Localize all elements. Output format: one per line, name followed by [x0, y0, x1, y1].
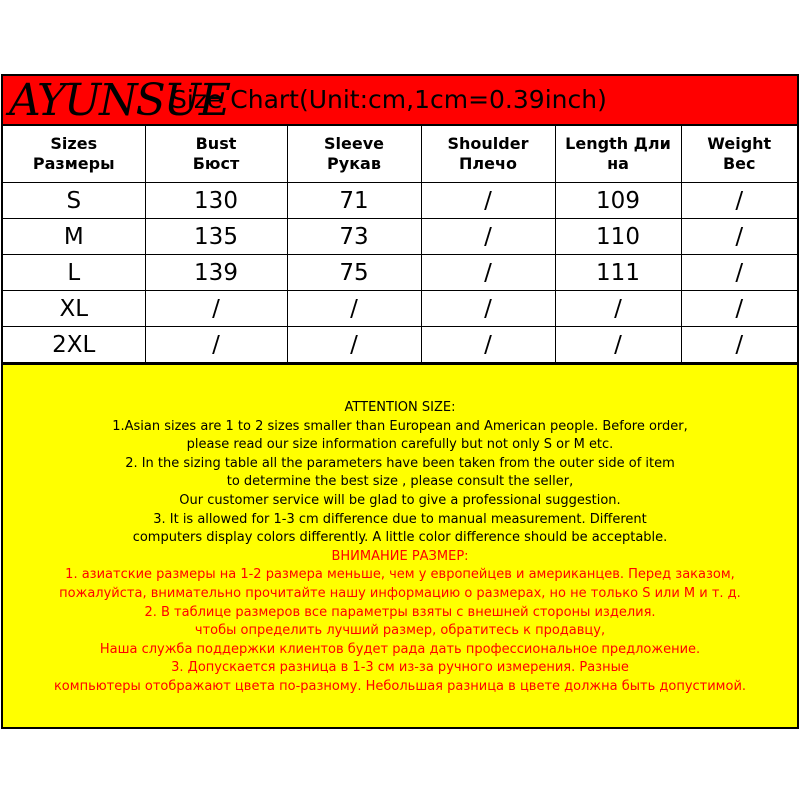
table-cell: 73	[287, 219, 421, 255]
note-line-en: ATTENTION SIZE:	[344, 400, 456, 415]
table-cell: /	[421, 219, 555, 255]
column-header-en: Weight	[707, 134, 772, 153]
table-row	[3, 291, 797, 327]
note-line-ru: компьютеры отображают цвета по-разному. Небольшая разница в цвете должна быть допустимой.	[53, 678, 747, 694]
table-cell: /	[555, 291, 681, 327]
table-cell: /	[287, 327, 421, 363]
note-line-ru: 1. азиатские размеры на 1-2 размера меньше, чем у европейцев и американцев. Перед заказом,	[65, 567, 735, 583]
note-line-ru: ВНИМАНИЕ РАЗМЕР:	[331, 548, 469, 564]
table-cell: /	[555, 327, 681, 363]
column-header-ru: на	[607, 154, 629, 173]
column-header-en: Sleeve	[324, 134, 384, 153]
attention-notes	[3, 363, 797, 727]
table-cell: /	[145, 291, 287, 327]
table-cell: 139	[145, 255, 287, 291]
table-cell: /	[681, 291, 797, 327]
table-cell: /	[681, 183, 797, 219]
note-line-en: 3. It is allowed for 1-3 cm difference due to manual measurement. Different	[153, 511, 647, 527]
note-line-en: to determine the best size , please consult the seller,	[226, 474, 574, 490]
column-header	[555, 126, 681, 183]
column-header-en: Sizes	[50, 134, 98, 153]
note-line-en: Our customer service will be glad to give a professional suggestion.	[179, 492, 621, 508]
table-row	[3, 327, 797, 363]
note-line-en: please read our size information carefully but not only S or M etc.	[186, 437, 614, 453]
table-cell: 110	[555, 219, 681, 255]
table-cell: /	[681, 327, 797, 363]
brand-logo: AYUNSUE	[9, 76, 229, 126]
table-cell: 135	[145, 219, 287, 255]
note-line-ru: чтобы определить лучший размер, обратитесь к продавцу,	[194, 623, 606, 639]
note-line-en: 2. In the sizing table all the parameters have been taken from the outer side of item	[125, 455, 675, 471]
table-cell: /	[421, 183, 555, 219]
table-cell: /	[421, 255, 555, 291]
size-chart	[1, 74, 799, 729]
table-header-row	[3, 126, 797, 183]
table-cell: 75	[287, 255, 421, 291]
table-row	[3, 255, 797, 291]
table-cell: /	[681, 219, 797, 255]
note-line-en: 1.Asian sizes are 1 to 2 sizes smaller than European and American people. Before order,	[112, 418, 688, 434]
size-table	[3, 126, 797, 363]
note-line-ru: 3. Допускается разница в 1-3 см из-за ручного измерения. Разные	[171, 660, 629, 676]
column-header	[287, 126, 421, 183]
table-row	[3, 219, 797, 255]
table-cell: XL	[3, 291, 145, 327]
note-line-en: computers display colors differently. A little color difference should be acceptable.	[132, 530, 668, 546]
table-cell: /	[681, 255, 797, 291]
column-header	[3, 126, 145, 183]
chart-title: Size Chart(Unit:cm,1cm=0.39inch)	[171, 85, 607, 114]
column-header-ru: Вес	[722, 154, 756, 173]
column-header	[681, 126, 797, 183]
table-cell: S	[3, 183, 145, 219]
column-header-en: Bust	[195, 134, 237, 153]
table-cell: 71	[287, 183, 421, 219]
table-cell: /	[421, 291, 555, 327]
column-header-ru: Плечо	[459, 154, 517, 173]
column-header	[145, 126, 287, 183]
note-line-ru: 2. В таблице размеров все параметры взяты с внешней стороны изделия.	[144, 604, 656, 620]
table-cell: 130	[145, 183, 287, 219]
column-header-ru: Бюст	[192, 154, 240, 173]
note-line-ru: пожалуйста, внимательно прочитайте нашу информацию о размерах, но не только S или M и т. д.	[59, 585, 741, 601]
table-cell: 109	[555, 183, 681, 219]
table-cell: M	[3, 219, 145, 255]
column-header	[421, 126, 555, 183]
table-cell: /	[421, 327, 555, 363]
table-cell: /	[145, 327, 287, 363]
column-header-ru: Рукав	[327, 154, 381, 173]
table-cell: L	[3, 255, 145, 291]
column-header-en: Length Дли	[565, 134, 671, 153]
column-header-ru: Размеры	[32, 154, 115, 173]
column-header-en: Shoulder	[447, 134, 529, 153]
table-cell: 111	[555, 255, 681, 291]
table-cell: /	[287, 291, 421, 327]
table-row	[3, 183, 797, 219]
title-bar	[3, 76, 797, 126]
note-line-ru: Наша служба поддержки клиентов будет рада дать профессиональное предложение.	[99, 641, 701, 657]
table-cell: 2XL	[3, 327, 145, 363]
